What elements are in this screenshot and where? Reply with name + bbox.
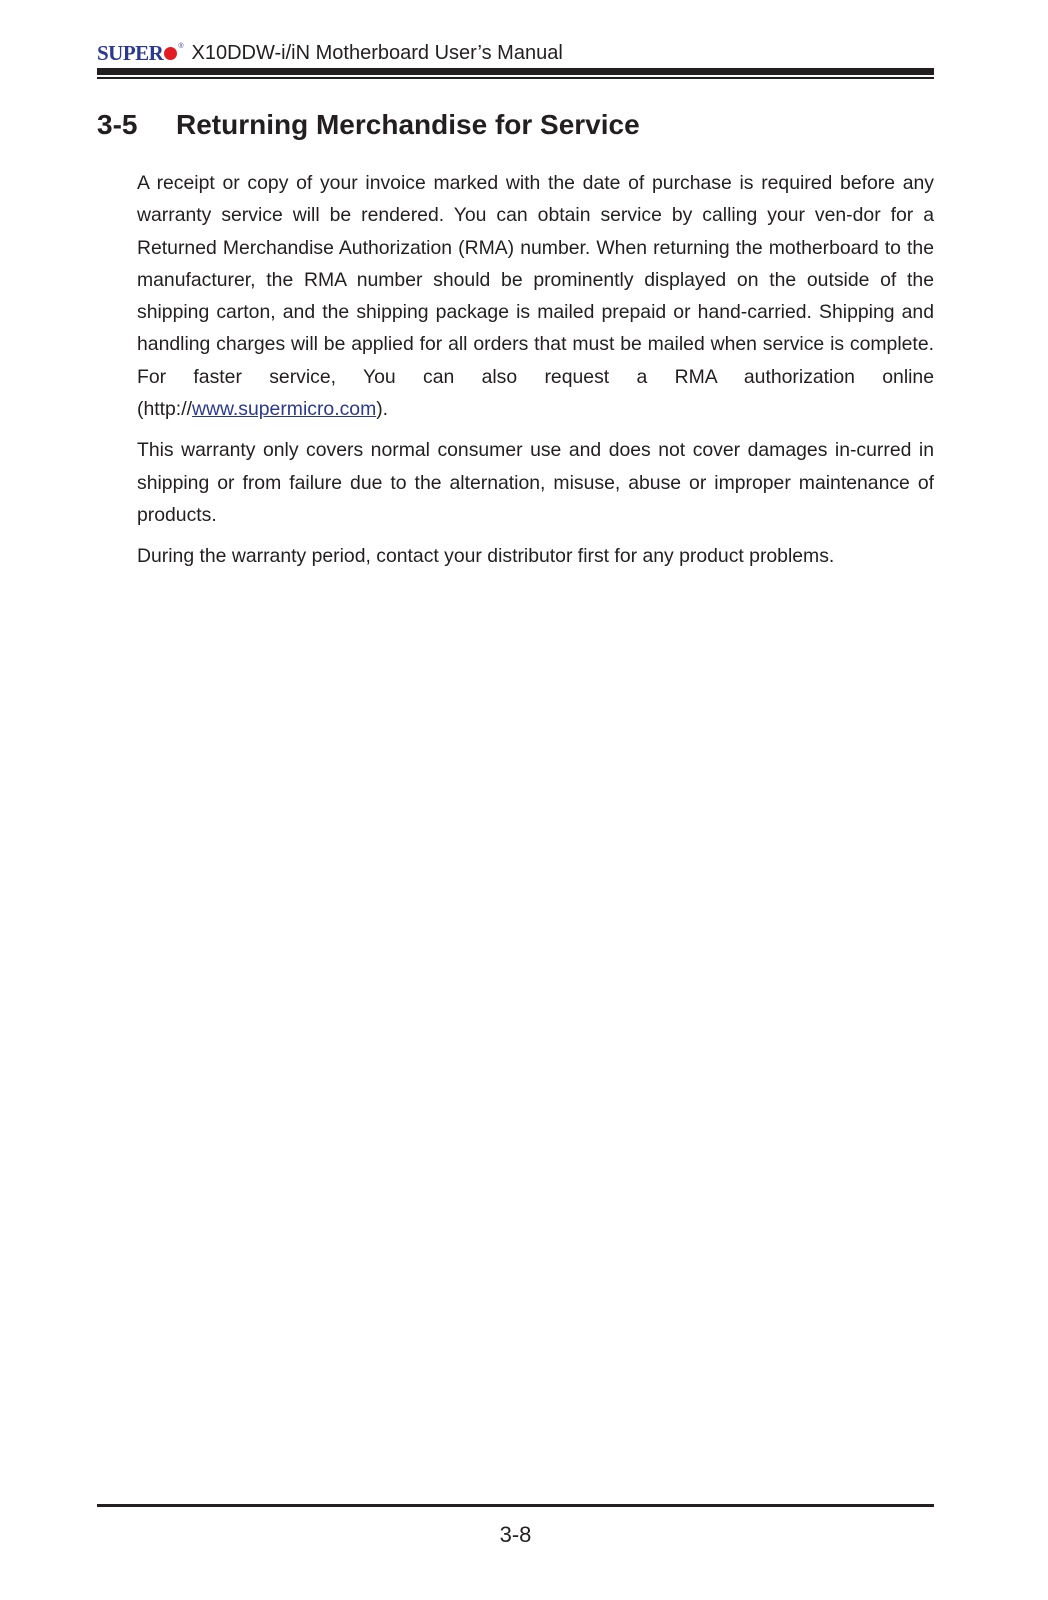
paragraph-rma	[137, 167, 934, 425]
paragraph-rma-end: ).	[376, 398, 389, 421]
footer-rule	[97, 1504, 934, 1507]
header-rule-thin	[97, 77, 934, 79]
paragraph-rma-text: A receipt or copy of your invoice marked with the date of purchase is required before any warranty service will be rendered. You can obtain service by calling your ven-dor for a Returned Merchandise Authorization (RMA) number. When returning the motherboard to the manufacturer, the RMA number should be prominently displayed on the outside of the shipping carton, and the shipping package is mailed prepaid or hand-carried. Shipping and handling charges will be applied for all orders that must be mailed when service is complete. For faster service, You can also request a RMA authorization online (http://	[137, 172, 934, 421]
logo-red-dot-icon	[164, 47, 177, 60]
logo-registered-mark: ®	[178, 43, 184, 50]
page-number: 3-8	[499, 1522, 532, 1547]
header-rule-thick	[97, 68, 934, 75]
section-heading	[97, 108, 640, 142]
section-number: 3-5	[97, 109, 138, 140]
supermicro-website-link[interactable]: www.supermicro.com	[191, 398, 377, 421]
paragraph-warranty-coverage: This warranty only covers normal consumer use and does not cover damages in-curred in shipping or from failure due to the alternation, misuse, abuse or improper maintenance of products.	[137, 439, 934, 526]
manual-title: X10DDW-i/iN Motherboard User’s Manual	[191, 42, 563, 64]
paragraph-contact-distributor: During the warranty period, contact your distributor first for any product problems.	[137, 545, 835, 568]
supermicro-logo	[97, 43, 184, 64]
section-body	[137, 167, 934, 582]
logo-wordmark: SUPER	[97, 41, 164, 65]
page-header	[97, 36, 563, 64]
section-title: Returning Merchandise for Service	[176, 109, 640, 140]
